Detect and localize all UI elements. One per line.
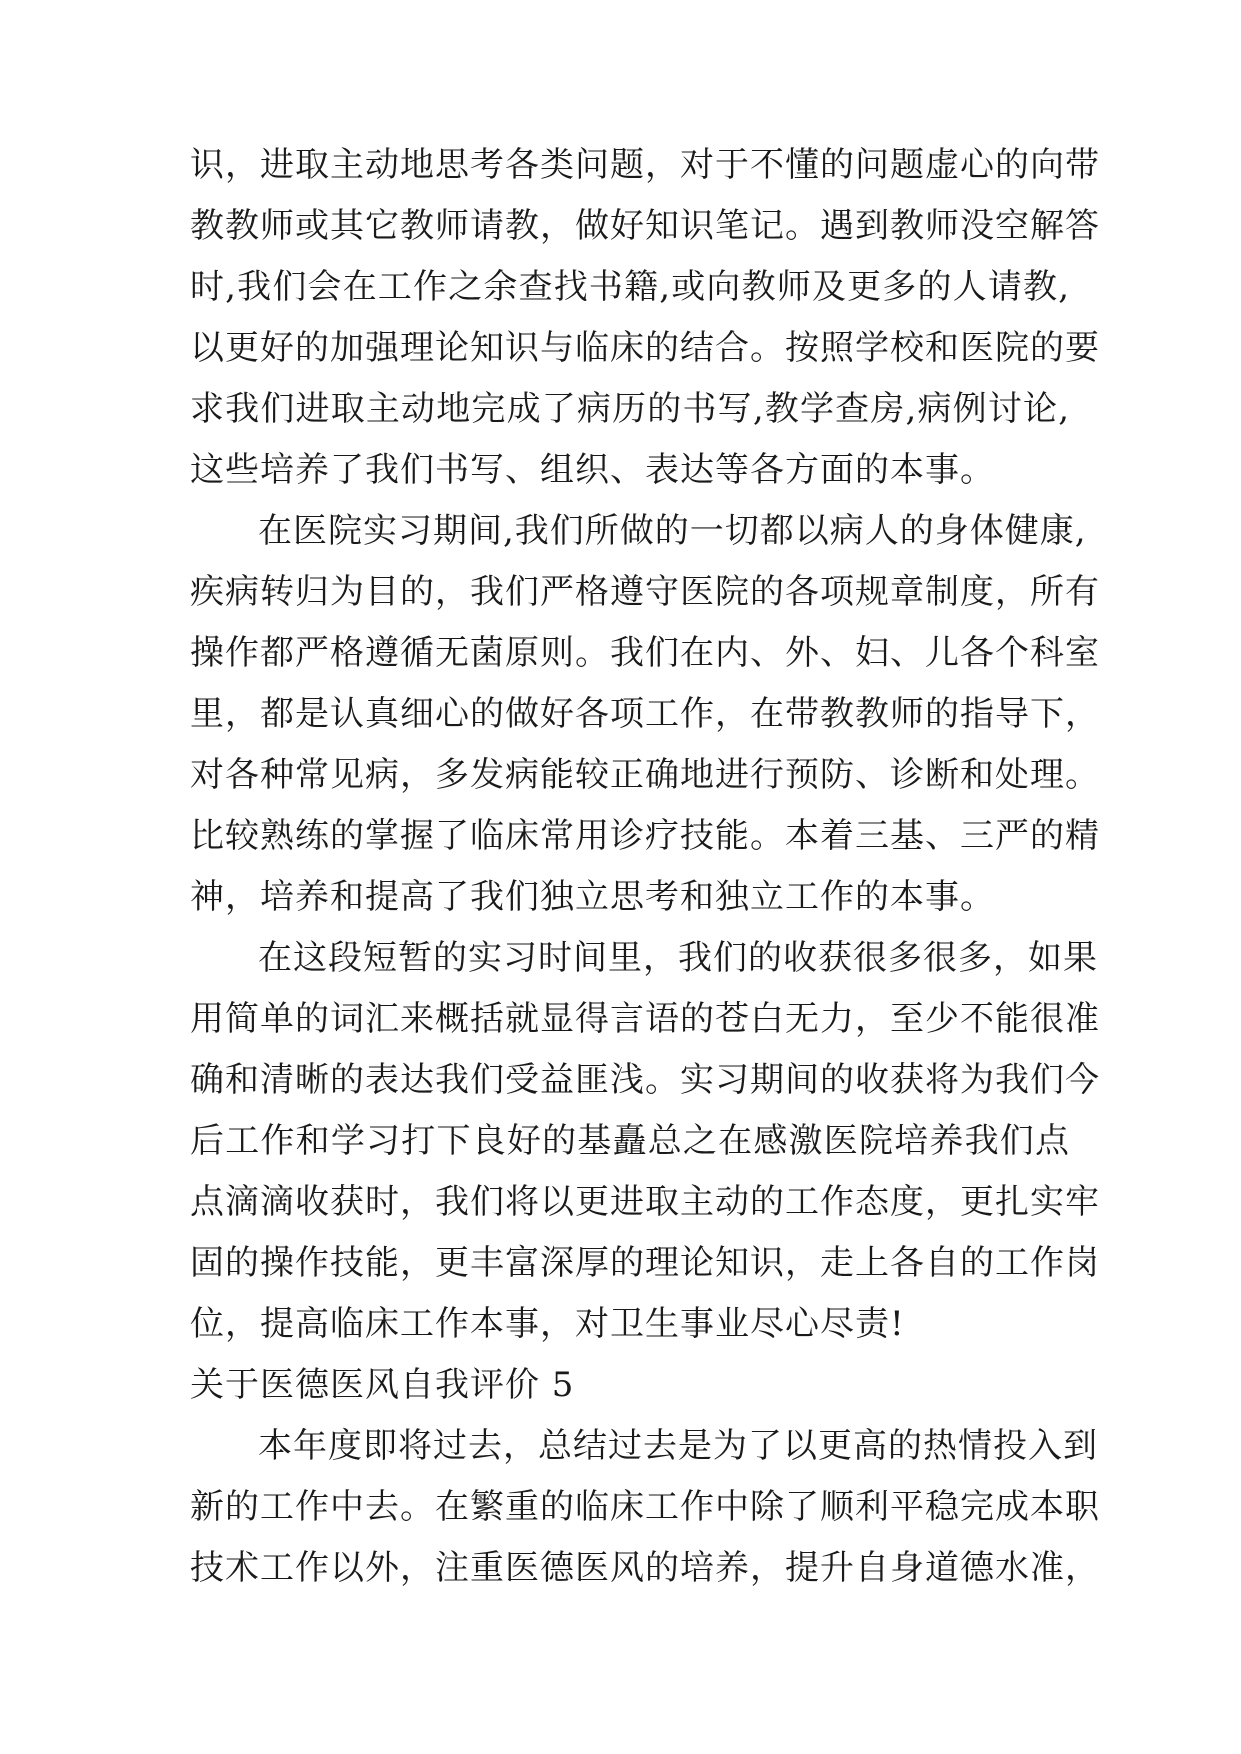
text-line: 比较熟练的掌握了临床常用诊疗技能。本着三基、三严的精 — [190, 816, 1100, 856]
text-line: 疾病转归为目的，我们严格遵守医院的各项规章制度，所有 — [190, 572, 1100, 612]
text-line: 位，提高临床工作本事，对卫生事业尽心尽责! — [190, 1304, 905, 1344]
text-line: 用简单的词汇来概括就显得言语的苍白无力，至少不能很准 — [190, 999, 1100, 1039]
paragraph-first-line: 本年度即将过去，总结过去是为了以更高的热情投入到 — [258, 1426, 1098, 1466]
text-line: 教教师或其它教师请教，做好知识笔记。遇到教师没空解答 — [190, 206, 1100, 246]
text-line: 里，都是认真细心的做好各项工作，在带教教师的指导下， — [190, 694, 1100, 734]
text-line: 点滴滴收获时，我们将以更进取主动的工作态度，更扎实牢 — [190, 1182, 1100, 1222]
text-line: 新的工作中去。在繁重的临床工作中除了顺利平稳完成本职 — [190, 1487, 1100, 1527]
text-line: 神，培养和提高了我们独立思考和独立工作的本事。 — [190, 877, 995, 917]
section-heading: 关于医德医风自我评价 5 — [190, 1365, 575, 1405]
paragraph-first-line: 在这段短暂的实习时间里，我们的收获很多很多，如果 — [258, 938, 1098, 978]
text-line: 技术工作以外，注重医德医风的培养，提升自身道德水准， — [190, 1548, 1100, 1588]
text-line: 识，进取主动地思考各类问题，对于不懂的问题虚心的向带 — [190, 145, 1100, 185]
paragraph-first-line: 在医院实习期间,我们所做的一切都以病人的身体健康, — [258, 511, 1087, 551]
document-body — [190, 135, 1100, 1599]
text-line: 这些培养了我们书写、组织、表达等各方面的本事。 — [190, 450, 995, 490]
text-line: 求我们进取主动地完成了病历的书写,教学查房,病例讨论, — [190, 389, 1070, 429]
text-line: 时,我们会在工作之余查找书籍,或向教师及更多的人请教, — [190, 267, 1070, 307]
text-line: 固的操作技能，更丰富深厚的理论知识，走上各自的工作岗 — [190, 1243, 1100, 1283]
text-line: 操作都严格遵循无菌原则。我们在内、外、妇、儿各个科室 — [190, 633, 1100, 673]
text-line: 后工作和学习打下良好的基矗总之在感激医院培养我们点 — [190, 1121, 1070, 1161]
text-line: 以更好的加强理论知识与临床的结合。按照学校和医院的要 — [190, 328, 1100, 368]
text-line: 对各种常见病，多发病能较正确地进行预防、诊断和处理。 — [190, 755, 1100, 795]
text-line: 确和清晰的表达我们受益匪浅。实习期间的收获将为我们今 — [190, 1060, 1100, 1100]
